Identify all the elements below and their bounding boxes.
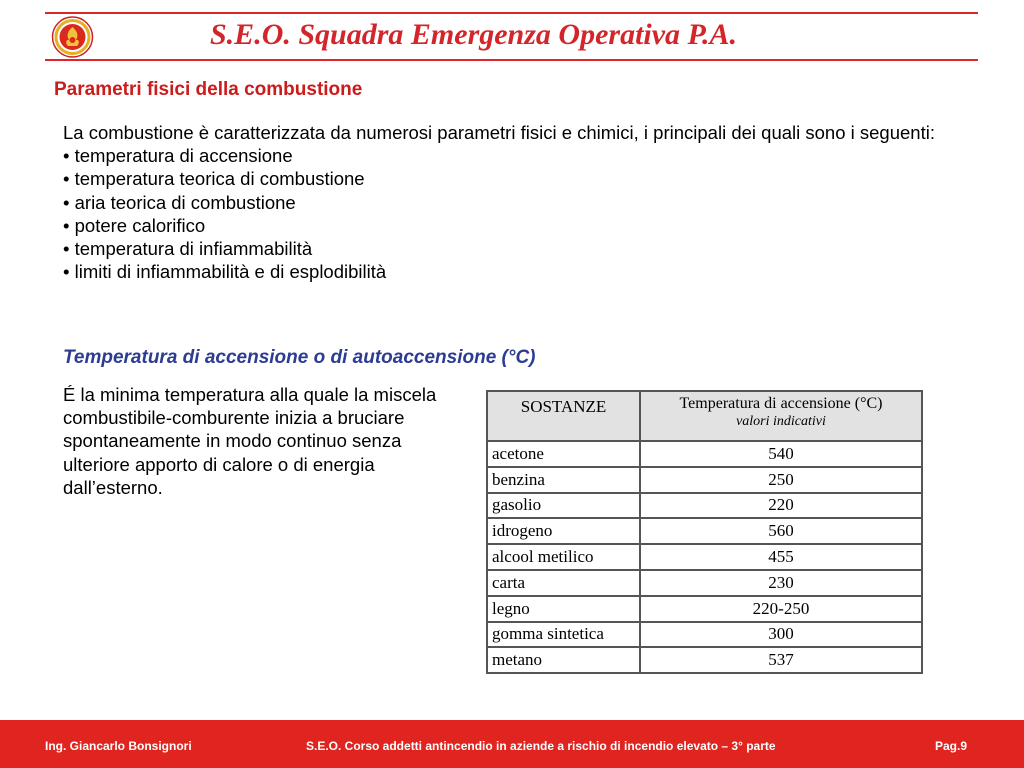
- header-rule-top: [45, 12, 978, 14]
- table-row: [487, 570, 922, 596]
- footer-course: S.E.O. Corso addetti antincendio in aziende a rischio di incendio elevato – 3° parte: [306, 739, 776, 753]
- substance-cell: gasolio: [487, 493, 640, 519]
- table-row: [487, 596, 922, 622]
- substance-cell: gomma sintetica: [487, 622, 640, 648]
- list-item: • potere calorifico: [63, 214, 206, 236]
- substance-cell: idrogeno: [487, 518, 640, 544]
- table-row: [487, 441, 922, 467]
- list-item: • limiti di infiammabilità e di esplodibilità: [63, 261, 387, 283]
- list-item: • temperatura di accensione: [63, 145, 293, 167]
- column-header-substances: SOSTANZE: [487, 391, 640, 441]
- ignition-temperature-table: [486, 390, 924, 674]
- table-row: [487, 493, 922, 519]
- header-title: S.E.O. Squadra Emergenza Operativa P.A.: [210, 18, 738, 51]
- table-row: [487, 518, 922, 544]
- table-row: [487, 544, 922, 570]
- temperature-cell: 540: [640, 441, 922, 467]
- seo-logo: [46, 15, 99, 59]
- list-item: • aria teorica di combustione: [63, 191, 296, 213]
- temperature-cell: 455: [640, 544, 922, 570]
- temperature-cell: 537: [640, 647, 922, 673]
- substance-cell: metano: [487, 647, 640, 673]
- temperature-cell: 220-250: [640, 596, 922, 622]
- substance-cell: benzina: [487, 467, 640, 493]
- temperature-cell: 300: [640, 622, 922, 648]
- column-header-temperature: [640, 391, 922, 441]
- column-header-temperature-note: valori indicativi: [736, 414, 826, 429]
- parameter-list: [63, 144, 993, 283]
- table-row: [487, 467, 922, 493]
- footer-bar: [0, 720, 1024, 768]
- list-item: • temperatura di infiammabilità: [63, 238, 313, 260]
- table-header-row: [487, 391, 922, 441]
- substance-cell: carta: [487, 570, 640, 596]
- subsection-title: Temperatura di accensione o di autoaccensione (°C): [63, 347, 536, 368]
- footer-page-number: Pag.9: [935, 739, 968, 753]
- temperature-cell: 560: [640, 518, 922, 544]
- substance-cell: alcool metilico: [487, 544, 640, 570]
- table-row: [487, 647, 922, 673]
- substance-cell: legno: [487, 596, 640, 622]
- section-title: Parametri fisici della combustione: [54, 79, 363, 100]
- column-header-temperature-label: Temperatura di accensione (°C): [679, 395, 883, 412]
- footer-author: Ing. Giancarlo Bonsignori: [45, 739, 192, 753]
- substance-cell: acetone: [487, 441, 640, 467]
- list-item: • temperatura teorica di combustione: [63, 168, 365, 190]
- definition-text: É la minima temperatura alla quale la miscela combustibile-comburente inizia a bruciare spontaneamente in modo continuo senza ulteriore apporto di calore o di energia dall’esterno.: [63, 384, 437, 498]
- temperature-cell: 230: [640, 570, 922, 596]
- intro-block: [63, 121, 993, 283]
- table-row: [487, 622, 922, 648]
- temperature-cell: 250: [640, 467, 922, 493]
- header-rule-bottom: [45, 59, 978, 61]
- temperature-cell: 220: [640, 493, 922, 519]
- intro-text: La combustione è caratterizzata da numerosi parametri fisici e chimici, i principali dei quali sono i seguenti:: [63, 122, 935, 143]
